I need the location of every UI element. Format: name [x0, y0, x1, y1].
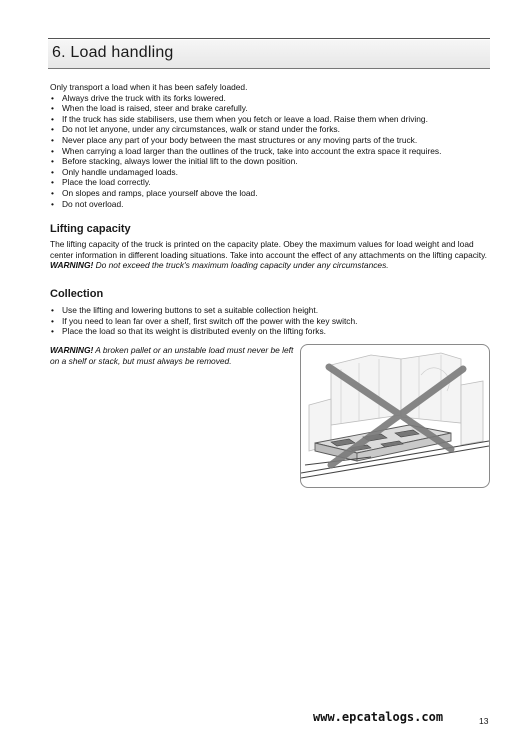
- list-item: • Place the load correctly.: [51, 177, 151, 188]
- bullet: •: [51, 305, 54, 315]
- bullet: •: [51, 187, 54, 198]
- list-item: • Only handle undamaged loads.: [51, 166, 178, 177]
- list-item: • When carrying a load larger than the outlines of the truck, take into account the extra space it requires.: [51, 145, 442, 156]
- footer-url: www.epcatalogs.com: [313, 710, 444, 724]
- safety-rules-list: [50, 93, 492, 210]
- collection-list: [50, 305, 492, 337]
- unstable-load-illustration: [300, 344, 490, 488]
- warning-label: WARNING!: [50, 345, 94, 355]
- bullet: •: [51, 326, 54, 337]
- list-item: • If you need to lean far over a shelf, first switch off the power with the key switch.: [51, 315, 358, 326]
- page-number: 13: [479, 716, 489, 726]
- warning-text: A broken pallet or an unstable load must never be left on a shelf or stack, but must always be removed.: [50, 345, 294, 366]
- bullet: •: [51, 198, 54, 209]
- list-item: • Do not let anyone, under any circumstances, walk or stand under the forks.: [51, 124, 340, 135]
- bullet: •: [51, 166, 54, 177]
- warning-text: Do not exceed the truck's maximum loading capacity under any circumstances.: [93, 260, 389, 271]
- lifting-capacity-text: The lifting capacity of the truck is printed on the capacity plate. Obey the maximum values for load weight and load center information in different loading situations. Take into account the effect of any attachments on the lifting capacity.: [50, 239, 488, 260]
- list-item: • Before stacking, always lower the initial lift to the down position.: [51, 156, 298, 167]
- lifting-capacity-section: [50, 239, 492, 271]
- list-item: • On slopes and ramps, place yourself above the load.: [51, 187, 258, 198]
- list-item: • Never place any part of your body between the mast structures or any moving parts of the truck.: [51, 134, 418, 145]
- collection-section: [50, 305, 492, 337]
- bullet: •: [51, 177, 54, 188]
- header-rule-bottom: [48, 68, 490, 69]
- bullet: •: [51, 113, 54, 124]
- list-item: • If the truck has side stabilisers, use them when you fetch or leave a load. Raise them when driving.: [51, 113, 428, 124]
- crossed-out-pallet-image: [301, 345, 489, 487]
- bullet: •: [51, 124, 54, 135]
- bullet: •: [51, 315, 54, 326]
- list-item: • When the load is raised, steer and brake carefully.: [51, 103, 248, 114]
- warning-label: WARNING!: [50, 260, 94, 271]
- list-item: • Place the load so that its weight is distributed evenly on the lifting forks.: [51, 326, 326, 337]
- bullet: •: [51, 134, 54, 145]
- bullet: •: [51, 156, 54, 167]
- collection-warning: [50, 345, 294, 366]
- bullet: •: [51, 103, 54, 114]
- list-item: • Do not overload.: [51, 198, 124, 209]
- chapter-title: 6. Load handling: [52, 44, 174, 61]
- collection-heading: Collection: [50, 288, 104, 300]
- bullet: •: [51, 145, 54, 156]
- header-rule-top: [48, 38, 490, 39]
- intro-section: [50, 82, 492, 209]
- lifting-capacity-heading: Lifting capacity: [50, 223, 131, 235]
- list-item: • Always drive the truck with its forks lowered.: [51, 92, 226, 103]
- bullet: •: [51, 92, 54, 103]
- lifting-capacity-warning: [50, 260, 492, 271]
- intro-text: Only transport a load when it has been safely loaded.: [50, 82, 248, 92]
- list-item: • Use the lifting and lowering buttons to set a suitable collection height.: [51, 305, 319, 315]
